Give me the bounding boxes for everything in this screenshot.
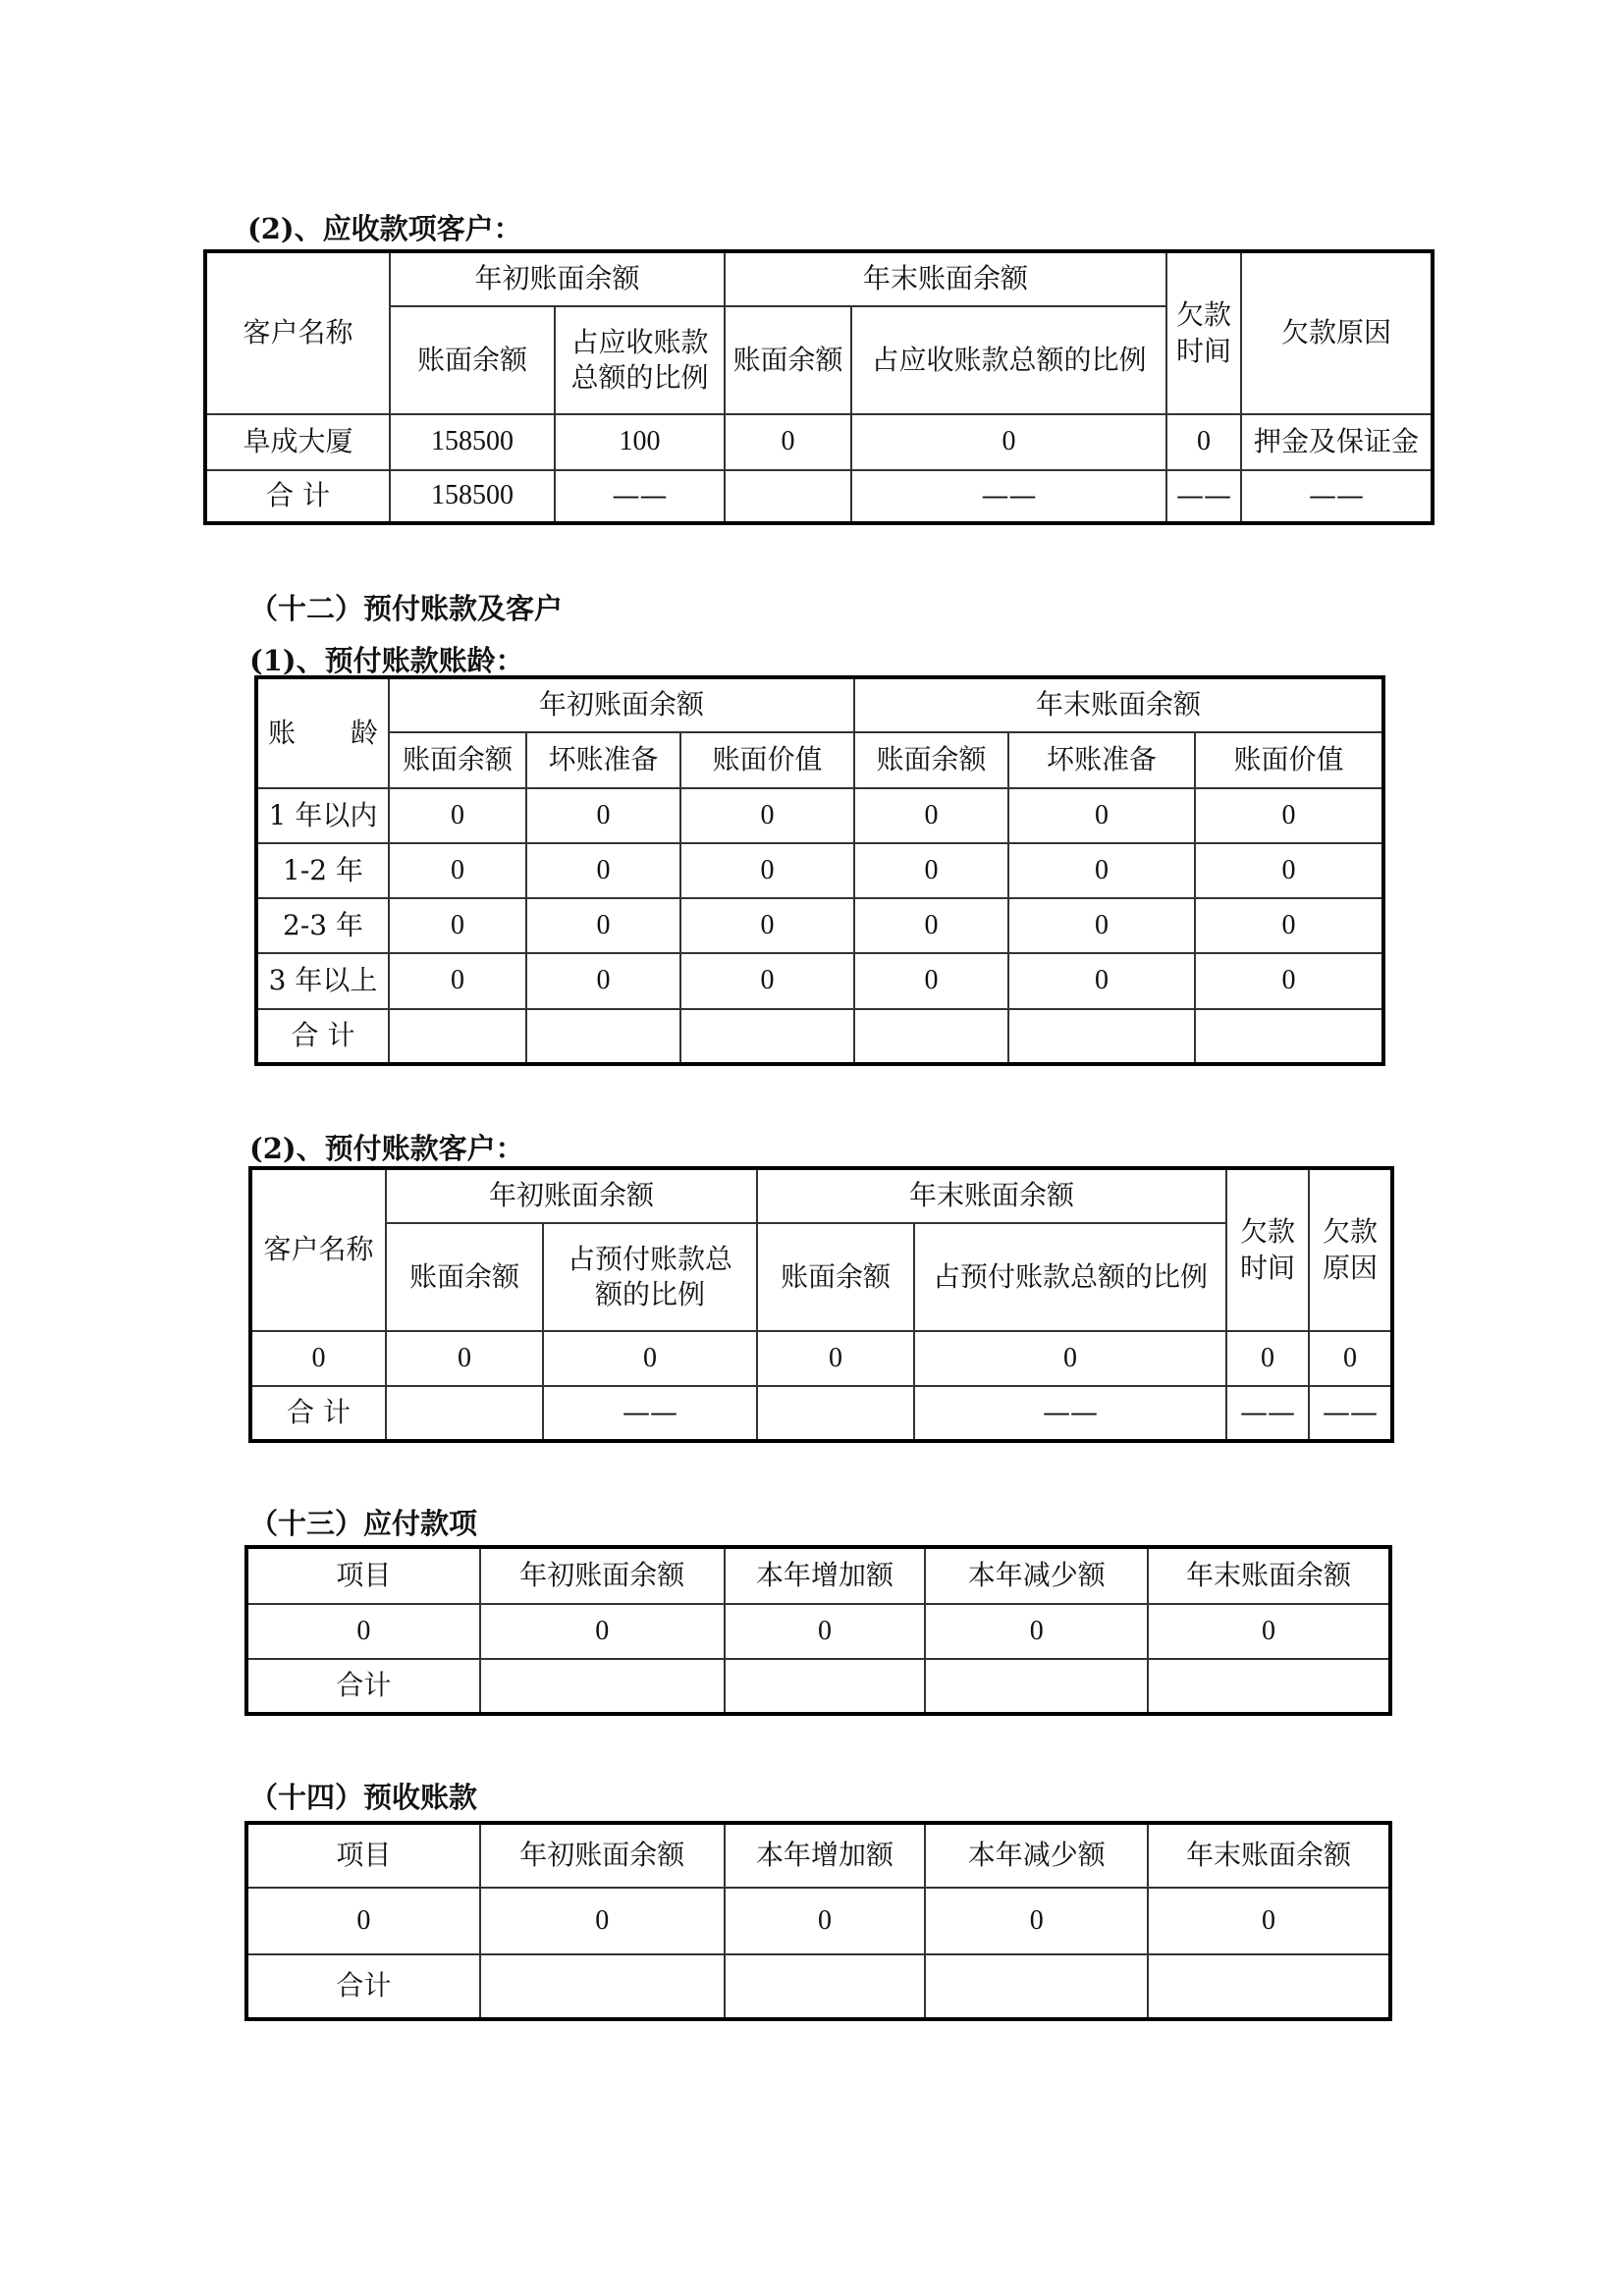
cell-open-balance: 158500 bbox=[390, 414, 555, 470]
cell: 0 bbox=[1195, 788, 1383, 843]
total-row bbox=[205, 470, 1433, 523]
total-cell bbox=[389, 1009, 526, 1064]
total-close-ratio: —— bbox=[851, 470, 1166, 523]
total-time: —— bbox=[1166, 470, 1241, 523]
cell: 0 bbox=[1008, 953, 1195, 1008]
total-cell bbox=[680, 1009, 854, 1064]
header-close-ratio: 占预付账款总额的比例 bbox=[914, 1223, 1226, 1331]
table-row bbox=[256, 953, 1383, 1008]
cell: 0 bbox=[854, 898, 1008, 953]
total-cell bbox=[725, 1659, 926, 1714]
total-cell bbox=[925, 1954, 1148, 2019]
header-close-book-balance: 账面余额 bbox=[725, 306, 851, 414]
total-label: 合计 bbox=[246, 1659, 480, 1714]
header-close-book-balance: 账面余额 bbox=[854, 732, 1008, 787]
cell: 0 bbox=[725, 1604, 926, 1659]
header-reason-l1: 欠款 bbox=[1323, 1215, 1379, 1249]
prepaid-aging-title: (1)、预付账款账龄： bbox=[249, 644, 524, 677]
section-13-title: （十三）应付款项 bbox=[249, 1507, 478, 1540]
cell: 0 bbox=[725, 1888, 926, 1954]
column-header: 项目 bbox=[246, 1823, 480, 1888]
aging-label: 1-2 年 bbox=[256, 843, 389, 898]
cell: 0 bbox=[389, 898, 526, 953]
header-closing-balance: 年末账面余额 bbox=[725, 251, 1166, 306]
total-open-ratio: —— bbox=[555, 470, 725, 523]
column-header: 本年减少额 bbox=[925, 1547, 1148, 1604]
table-row bbox=[250, 1331, 1392, 1386]
total-cell bbox=[757, 1386, 914, 1441]
table-row bbox=[256, 843, 1383, 898]
table-row bbox=[256, 788, 1383, 843]
total-cell bbox=[925, 1659, 1148, 1714]
cell: 0 bbox=[925, 1604, 1148, 1659]
total-cell bbox=[854, 1009, 1008, 1064]
total-reason: —— bbox=[1241, 470, 1433, 523]
header-opening-balance: 年初账面余额 bbox=[386, 1168, 757, 1223]
table-row bbox=[256, 898, 1383, 953]
cell: 0 bbox=[757, 1331, 914, 1386]
total-label: 合计 bbox=[246, 1954, 480, 2019]
total-label: 合 计 bbox=[250, 1386, 386, 1441]
header-customer-name: 客户名称 bbox=[250, 1168, 386, 1331]
header-overdue-reason: 欠款原因 bbox=[1241, 251, 1433, 414]
header-close-ratio: 占应收账款总额的比例 bbox=[851, 306, 1166, 414]
total-cell: —— bbox=[543, 1386, 757, 1441]
cell: 0 bbox=[543, 1331, 757, 1386]
total-cell bbox=[1008, 1009, 1195, 1064]
header-opening-balance: 年初账面余额 bbox=[389, 677, 854, 732]
header-time-l1: 欠款 bbox=[1240, 1215, 1296, 1249]
header-aging-l: 账 bbox=[267, 716, 296, 749]
cell: 0 bbox=[680, 953, 854, 1008]
header-open-bad-debt: 坏账准备 bbox=[526, 732, 680, 787]
total-label: 合 计 bbox=[205, 470, 390, 523]
cell-time: 0 bbox=[1166, 414, 1241, 470]
header-overdue-time-l1: 欠款 bbox=[1176, 298, 1232, 332]
total-close-balance bbox=[725, 470, 851, 523]
total-cell: —— bbox=[1309, 1386, 1392, 1441]
column-header: 本年减少额 bbox=[925, 1823, 1148, 1888]
cell: 0 bbox=[480, 1888, 725, 1954]
total-cell bbox=[1195, 1009, 1383, 1064]
cell: 0 bbox=[1195, 953, 1383, 1008]
total-cell bbox=[1148, 1954, 1390, 2019]
column-header: 本年增加额 bbox=[725, 1823, 926, 1888]
total-row bbox=[246, 1954, 1390, 2019]
cell: 0 bbox=[389, 788, 526, 843]
column-header: 年末账面余额 bbox=[1148, 1823, 1390, 1888]
cell: 0 bbox=[246, 1604, 480, 1659]
total-row bbox=[256, 1009, 1383, 1064]
cell: 0 bbox=[914, 1331, 1226, 1386]
header-closing-balance: 年末账面余额 bbox=[757, 1168, 1226, 1223]
cell: 0 bbox=[1195, 898, 1383, 953]
cell: 0 bbox=[389, 953, 526, 1008]
cell: 0 bbox=[1226, 1331, 1309, 1386]
total-cell: —— bbox=[1226, 1386, 1309, 1441]
header-ratio-l2: 额的比例 bbox=[595, 1278, 706, 1310]
header-open-ratio-l2: 总额的比例 bbox=[570, 361, 709, 394]
cell: 0 bbox=[480, 1604, 725, 1659]
aging-label: 3 年以上 bbox=[256, 953, 389, 1008]
cell: 0 bbox=[526, 788, 680, 843]
cell: 0 bbox=[854, 953, 1008, 1008]
header-opening-balance: 年初账面余额 bbox=[390, 251, 725, 306]
cell: 0 bbox=[389, 843, 526, 898]
cell: 0 bbox=[680, 843, 854, 898]
header-close-bad-debt: 坏账准备 bbox=[1008, 732, 1195, 787]
prepaid-customers-title: (2)、预付账款客户： bbox=[249, 1132, 524, 1165]
header-overdue-time bbox=[1226, 1168, 1309, 1331]
aging-label: 1 年以内 bbox=[256, 788, 389, 843]
cell-reason: 押金及保证金 bbox=[1241, 414, 1433, 470]
ar-customers-title: (2)、应收款项客户： bbox=[247, 212, 522, 245]
section-14-title: （十四）预收账款 bbox=[249, 1781, 478, 1814]
header-customer-name: 客户名称 bbox=[205, 251, 390, 414]
payables-table bbox=[244, 1545, 1392, 1716]
prepaid-aging-table bbox=[254, 675, 1385, 1066]
header-aging bbox=[256, 677, 389, 788]
header-open-book-balance: 账面余额 bbox=[386, 1223, 543, 1331]
cell: 0 bbox=[526, 898, 680, 953]
header-open-ratio bbox=[543, 1223, 757, 1331]
total-row bbox=[250, 1386, 1392, 1441]
cell: 0 bbox=[925, 1888, 1148, 1954]
column-header: 项目 bbox=[246, 1547, 480, 1604]
cell: 0 bbox=[1008, 788, 1195, 843]
cell: 0 bbox=[1008, 898, 1195, 953]
header-overdue-reason bbox=[1309, 1168, 1392, 1331]
table-row bbox=[246, 1604, 1390, 1659]
header-close-book-balance: 账面余额 bbox=[757, 1223, 914, 1331]
table-row bbox=[246, 1888, 1390, 1954]
advance-receipts-table bbox=[244, 1821, 1392, 2021]
total-cell bbox=[725, 1954, 926, 2019]
header-open-ratio bbox=[555, 306, 725, 414]
section-12-title: （十二）预付账款及客户 bbox=[249, 592, 564, 625]
total-cell bbox=[480, 1659, 725, 1714]
header-open-book-balance: 账面余额 bbox=[390, 306, 555, 414]
cell: 0 bbox=[1008, 843, 1195, 898]
header-ratio-l1: 占预付账款总 bbox=[568, 1242, 733, 1275]
aging-label: 2-3 年 bbox=[256, 898, 389, 953]
total-row bbox=[246, 1659, 1390, 1714]
column-header: 年初账面余额 bbox=[480, 1823, 725, 1888]
cell: 0 bbox=[1195, 843, 1383, 898]
total-cell bbox=[1148, 1659, 1390, 1714]
total-cell: —— bbox=[914, 1386, 1226, 1441]
cell: 0 bbox=[680, 788, 854, 843]
cell-close-balance: 0 bbox=[725, 414, 851, 470]
cell: 0 bbox=[1148, 1604, 1390, 1659]
cell: 0 bbox=[854, 788, 1008, 843]
cell: 0 bbox=[246, 1888, 480, 1954]
cell-close-ratio: 0 bbox=[851, 414, 1166, 470]
column-header: 年初账面余额 bbox=[480, 1547, 725, 1604]
prepaid-customers-table bbox=[248, 1166, 1394, 1443]
header-reason-l2: 原因 bbox=[1323, 1251, 1379, 1284]
header-close-book-value: 账面价值 bbox=[1195, 732, 1383, 787]
cell: 0 bbox=[680, 898, 854, 953]
cell: 0 bbox=[526, 953, 680, 1008]
cell: 0 bbox=[250, 1331, 386, 1386]
total-open-balance: 158500 bbox=[390, 470, 555, 523]
header-aging-r: 龄 bbox=[351, 716, 379, 749]
table-row bbox=[205, 414, 1433, 470]
header-overdue-time bbox=[1166, 251, 1241, 414]
column-header: 本年增加额 bbox=[725, 1547, 926, 1604]
header-open-book-value: 账面价值 bbox=[680, 732, 854, 787]
ar-customers-table bbox=[203, 249, 1435, 525]
cell-open-ratio: 100 bbox=[555, 414, 725, 470]
cell: 0 bbox=[1148, 1888, 1390, 1954]
header-overdue-time-l2: 时间 bbox=[1176, 334, 1232, 367]
column-header: 年末账面余额 bbox=[1148, 1547, 1390, 1604]
cell: 0 bbox=[854, 843, 1008, 898]
header-open-ratio-l1: 占应收账款 bbox=[570, 325, 709, 358]
cell-customer: 阜成大厦 bbox=[205, 414, 390, 470]
header-time-l2: 时间 bbox=[1240, 1251, 1296, 1284]
total-cell bbox=[386, 1386, 543, 1441]
header-open-book-balance: 账面余额 bbox=[389, 732, 526, 787]
cell: 0 bbox=[1309, 1331, 1392, 1386]
total-cell bbox=[526, 1009, 680, 1064]
total-cell bbox=[480, 1954, 725, 2019]
header-closing-balance: 年末账面余额 bbox=[854, 677, 1383, 732]
total-label: 合 计 bbox=[256, 1009, 389, 1064]
cell: 0 bbox=[526, 843, 680, 898]
cell: 0 bbox=[386, 1331, 543, 1386]
